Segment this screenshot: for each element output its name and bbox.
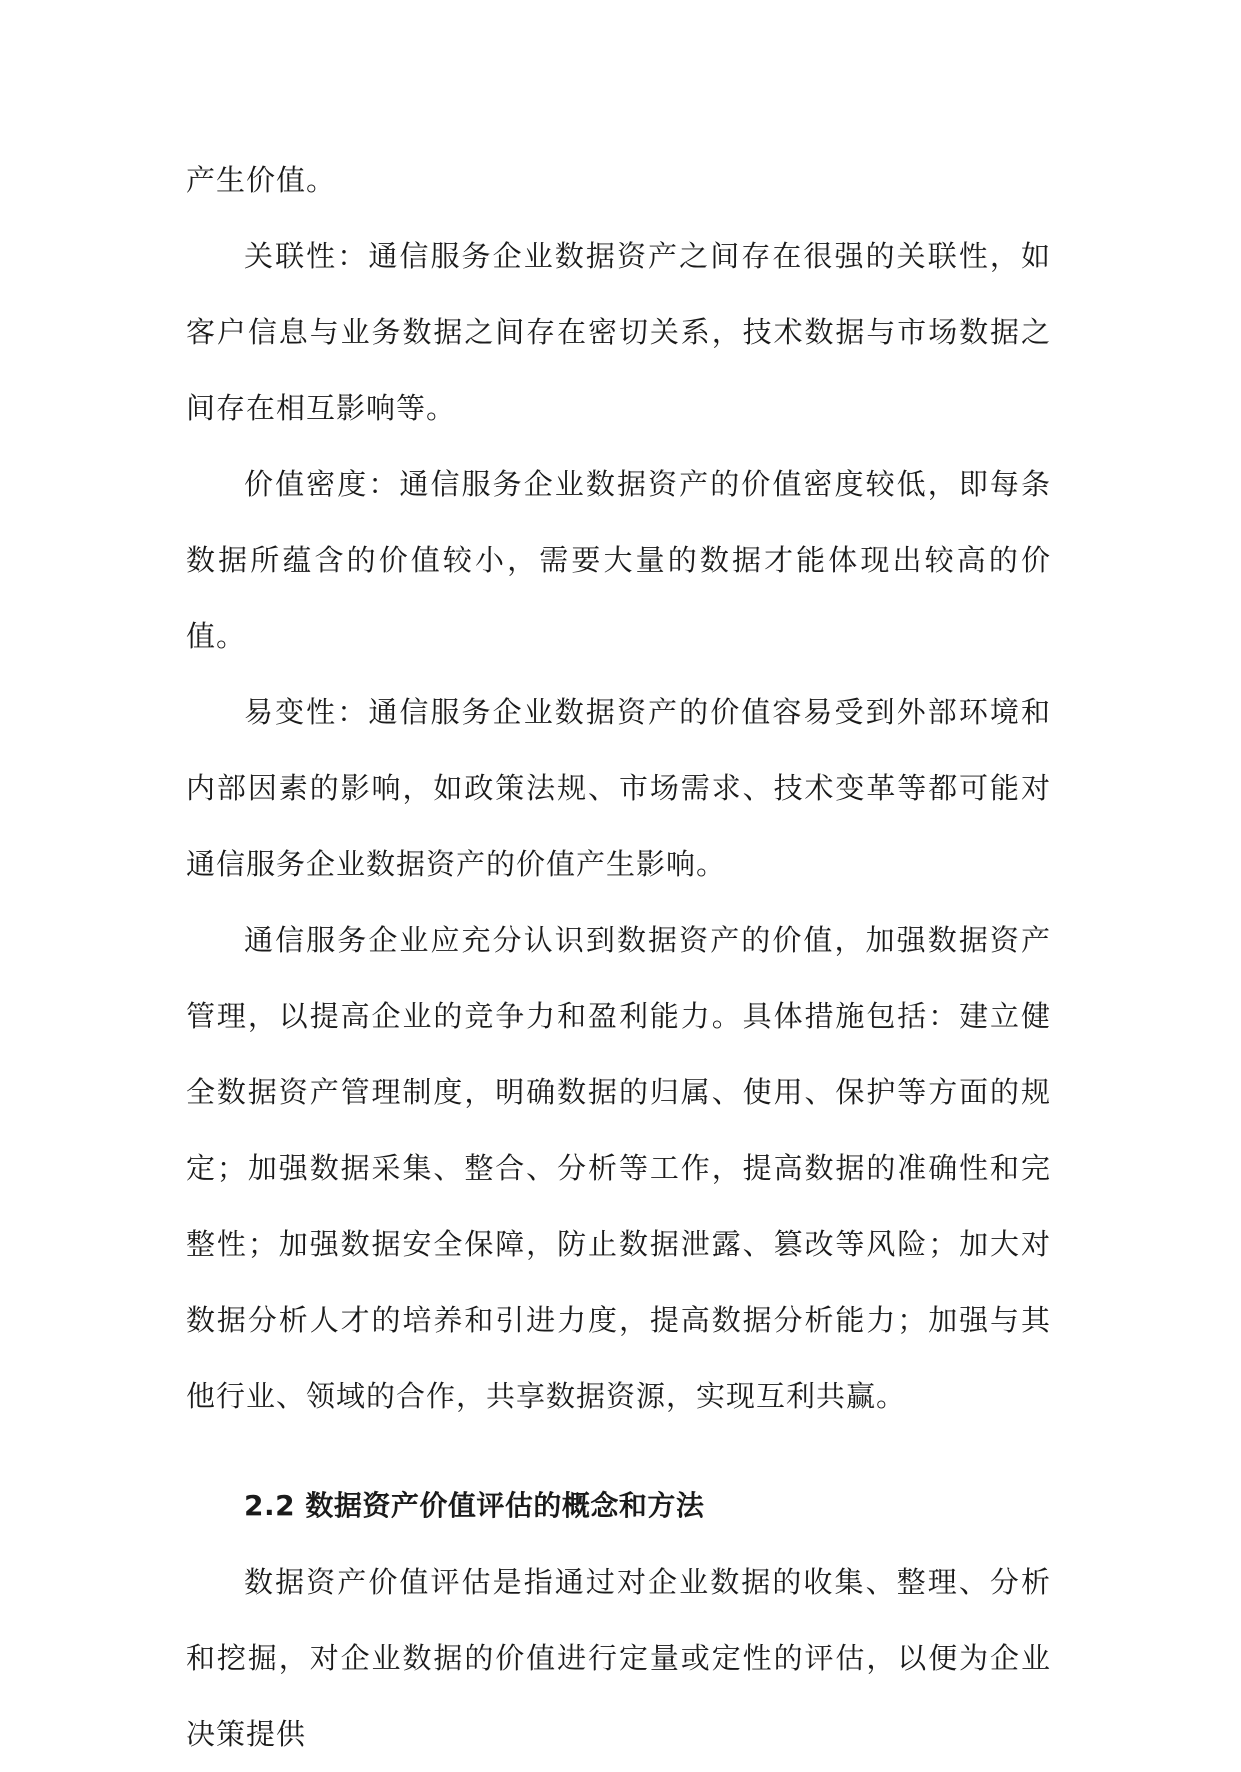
paragraph-correlation: 关联性：通信服务企业数据资产之间存在很强的关联性，如客户信息与业务数据之间存在密切关系，技术数据与市场数据之间存在相互影响等。 bbox=[186, 239, 1051, 425]
paragraph-value-density: 价值密度：通信服务企业数据资产的价值密度较低，即每条数据所蕴含的价值较小，需要大量的数据才能体现出较高的价值。 bbox=[186, 467, 1051, 653]
paragraph-continuation: 产生价值。 bbox=[186, 163, 337, 197]
paragraph-section-intro: 数据资产价值评估是指通过对企业数据的收集、整理、分析和挖掘，对企业数据的价值进行定量或定性的评估，以便为企业决策提供 bbox=[186, 1565, 1051, 1751]
section-heading: 2.2 数据资产价值评估的概念和方法 bbox=[244, 1489, 705, 1522]
document-body bbox=[186, 142, 1051, 1772]
paragraph-volatility: 易变性：通信服务企业数据资产的价值容易受到外部环境和内部因素的影响，如政策法规、市场需求、技术变革等都可能对通信服务企业数据资产的价值产生影响。 bbox=[186, 695, 1051, 881]
paragraph-measures: 通信服务企业应充分认识到数据资产的价值，加强数据资产管理，以提高企业的竞争力和盈利能力。具体措施包括：建立健全数据资产管理制度，明确数据的归属、使用、保护等方面的规定；加强数据采集、整合、分析等工作，提高数据的准确性和完整性；加强数据安全保障，防止数据泄露、篡改等风险；加大对数据分析人才的培养和引进力度，提高数据分析能力；加强与其他行业、领域的合作，共享数据资源，实现互利共赢。 bbox=[186, 923, 1051, 1413]
